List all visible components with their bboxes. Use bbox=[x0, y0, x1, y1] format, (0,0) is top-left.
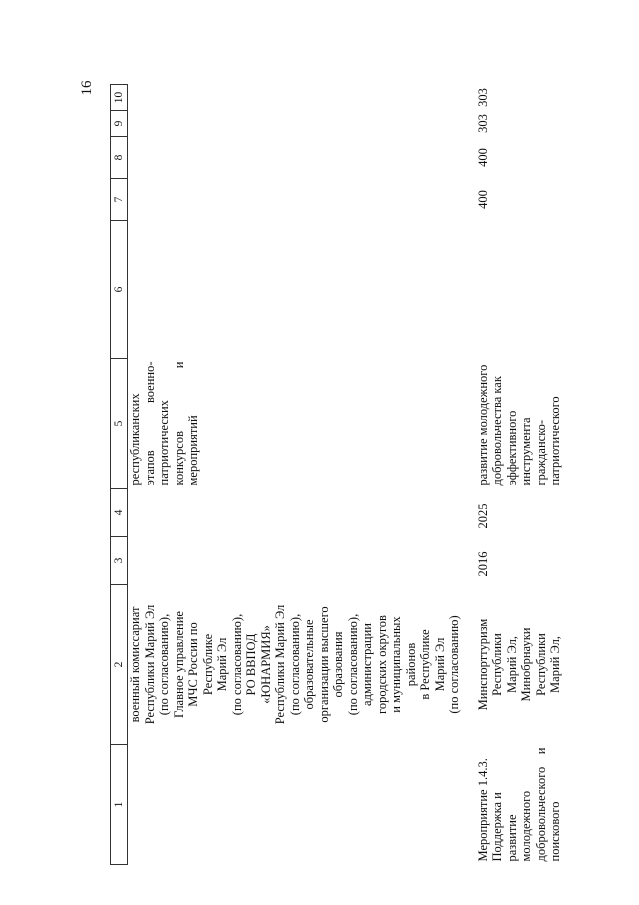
text-line: Республики Марий Эл bbox=[273, 604, 287, 725]
text-line: образования bbox=[331, 631, 345, 698]
text-line: Марий Эл bbox=[215, 637, 229, 692]
text-line: администрации bbox=[360, 623, 374, 706]
cell-col10 bbox=[128, 85, 462, 111]
cell-event bbox=[128, 745, 462, 865]
text-line: Мероприятие 1.4.3. bbox=[475, 758, 490, 862]
text-line: в Республике bbox=[418, 629, 432, 700]
cell-col6 bbox=[476, 221, 563, 359]
text-line: Главное управление bbox=[171, 611, 186, 718]
cell-result bbox=[476, 359, 563, 489]
text-line: (по согласованию), bbox=[345, 613, 360, 716]
cell-col7 bbox=[128, 179, 462, 221]
cell-col9 bbox=[128, 111, 462, 137]
text-line: добровольчества как bbox=[490, 376, 504, 486]
text-line: Республики bbox=[533, 633, 548, 696]
text-line: образовательные bbox=[302, 619, 316, 710]
cell-col8 bbox=[128, 137, 462, 179]
header-row bbox=[111, 85, 128, 865]
cell-col6 bbox=[128, 221, 462, 359]
text-line: Республики Марий Эл bbox=[142, 604, 157, 725]
budget-table bbox=[110, 84, 563, 865]
header-cell: 9 bbox=[111, 111, 128, 137]
text-line: организации высшего bbox=[316, 606, 331, 723]
text-line: поискового bbox=[548, 801, 562, 862]
table-row bbox=[128, 85, 462, 865]
cell-col8: 400 bbox=[475, 148, 490, 167]
cell-start-year bbox=[128, 537, 462, 585]
text-line: Поддержка и bbox=[490, 792, 504, 862]
cell-start-year: 2016 bbox=[475, 551, 490, 577]
header-cell: 10 bbox=[111, 85, 128, 111]
text-line: (по согласованию), bbox=[229, 613, 244, 716]
page-number: 16 bbox=[79, 80, 95, 96]
cell-col10: 303 bbox=[475, 88, 490, 107]
text-line: эффективного bbox=[504, 410, 519, 486]
text-line: (по согласованию), bbox=[157, 613, 171, 716]
text-line: МЧС России по bbox=[186, 622, 200, 707]
text-line: инструмента bbox=[519, 417, 533, 486]
text-line: РО ВВПОД bbox=[244, 633, 258, 696]
text-line: конкурсов и bbox=[171, 361, 186, 486]
text-line: патриотического bbox=[548, 396, 562, 486]
header-cell: 8 bbox=[111, 137, 128, 179]
cell-result bbox=[128, 359, 462, 489]
header-cell: 7 bbox=[111, 179, 128, 221]
text-line: (по согласованию), bbox=[287, 613, 302, 716]
text-line: городских округов bbox=[374, 615, 389, 714]
text-line: (по согласованию) bbox=[447, 615, 461, 714]
text-line: «ЮНАРМИЯ» bbox=[258, 625, 273, 704]
text-line: патриотических bbox=[157, 400, 171, 486]
text-line: Республике bbox=[200, 633, 215, 696]
text-line: молодежного bbox=[519, 790, 533, 862]
cell-event bbox=[476, 745, 563, 865]
cell-col9: 303 bbox=[475, 114, 490, 133]
cell-end-year bbox=[128, 489, 462, 537]
text-line: Марий Эл, bbox=[548, 636, 562, 693]
cell-col7: 400 bbox=[475, 190, 490, 209]
cell-executors bbox=[128, 585, 462, 745]
text-line: Марий Эл bbox=[432, 637, 447, 692]
text-line: военный комиссариат bbox=[128, 606, 142, 723]
header-cell: 3 bbox=[111, 537, 128, 585]
text-line: этапов военно- bbox=[142, 361, 157, 486]
header-cell: 5 bbox=[111, 359, 128, 489]
text-line: Минспорттуризм bbox=[475, 618, 490, 711]
text-line: мероприятий bbox=[186, 415, 200, 486]
text-line: районов bbox=[403, 642, 418, 687]
cell-end-year: 2025 bbox=[475, 503, 490, 529]
text-line: добровольческого и bbox=[533, 747, 548, 862]
cell-executors bbox=[476, 585, 563, 745]
header-cell: 2 bbox=[111, 585, 128, 745]
header-cell: 4 bbox=[111, 489, 128, 537]
header-cell: 1 bbox=[111, 745, 128, 865]
table-row bbox=[476, 85, 563, 865]
text-line: развитие bbox=[504, 814, 519, 862]
text-line: Марий Эл, bbox=[504, 636, 519, 693]
rotated-table-page bbox=[110, 85, 562, 865]
text-line: республиканских bbox=[128, 393, 142, 486]
text-line: развитие молодежного bbox=[475, 364, 490, 486]
text-line: гражданско- bbox=[533, 419, 548, 486]
text-line: и муниципальных bbox=[389, 616, 403, 713]
header-cell: 6 bbox=[111, 221, 128, 359]
row-spacer bbox=[462, 85, 476, 865]
text-line: Республики bbox=[490, 633, 504, 696]
text-line: Минобрнауки bbox=[519, 627, 533, 702]
